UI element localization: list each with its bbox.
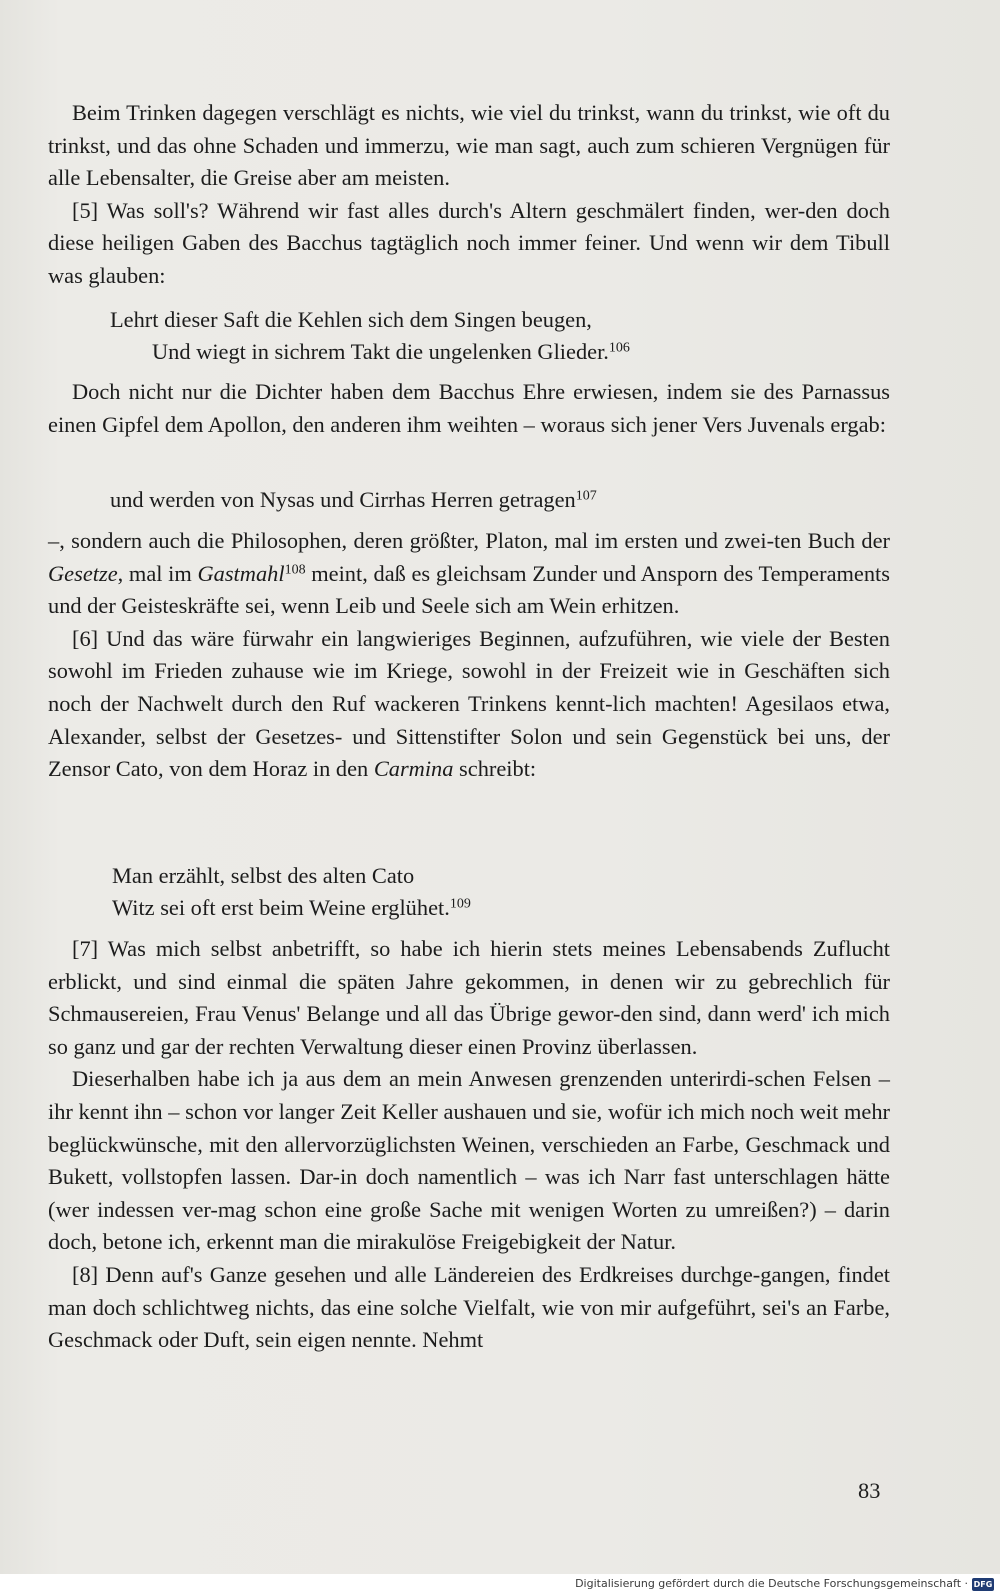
footnote-ref: 109 (449, 896, 471, 912)
paragraph: [5] Was soll's? Während wir fast alles durch's Altern geschmälert finden, wer-den doch diese heiligen Gaben des Bacchus tagtäglich noch immer feiner. Und wenn wir dem Tibull was glauben: (48, 197, 890, 288)
footnote-ref: 108 (284, 561, 306, 577)
paragraph: [6] Und das wäre fürwahr ein langwieriges Beginnen, aufzuführen, wie viele der Besten sowohl im Frieden zuhause wie im Kriege, sowohl in der Freizeit wie in Geschäften sich noch der Nachwelt durch den Ruf wackeren Trinkens kennt-lich machten! Agesilaos etwa, Alexander, selbst der Gesetzes- und Sittenstifter Solon und sein Gegenstück bei uns, der Zensor Cato, von dem Horaz in den Carmina schreibt: (48, 625, 890, 782)
text-block-2 (48, 376, 890, 441)
text-block-3 (48, 525, 890, 786)
footer-credit: Digitalisierung gefördert durch die Deutsche Forschungsgemeinschaft · (575, 1577, 968, 1590)
footnote-ref: 106 (608, 340, 630, 356)
verse-line: Witz sei oft erst beim Weine erglühet.$^{109}$ (112, 895, 471, 920)
paragraph: Dieserhalben habe ich ja aus dem an mein Anwesen grenzenden unterirdi-schen Felsen – ihr kennt ihn – schon vor langer Zeit Keller aushauen und sie, wofür ich mich noch weit mehr beglückwünsche, mit den allervorzüglichsten Weinen, verschieden an Farbe, Geschmack und Bukett, vollstopfen lassen. Dar-in doch namentlich – was ich Narr fast unterschlagen hätte (wer indessen ver-mag schon eine große Sache mit wenigen Worten zu umreißen?) – darin doch, betone ich, erkennt man die mirakulöse Freigebigkeit der Natur. (48, 1066, 890, 1255)
verse-line: Man erzählt, selbst des alten Cato (112, 863, 415, 888)
verse-line: Lehrt dieser Saft die Kehlen sich dem Singen beugen, (110, 307, 592, 332)
footnote-ref: 107 (575, 488, 597, 504)
page-number: 83 (858, 1478, 881, 1503)
paragraph: Doch nicht nur die Dichter haben dem Bacchus Ehre erwiesen, indem sie des Parnassus einen Gipfel dem Apollon, den anderen ihm weihten – woraus sich jener Vers Juvenals ergab: (48, 379, 890, 437)
text-block-4 (48, 933, 890, 1357)
paragraph: [7] Was mich selbst anbetrifft, so habe ich hierin stets meines Lebensabends Zuflucht erblickt, und sind einmal die späten Jahre gekommen, in denen wir zu gebrechlich für Schmausereien, Frau Venus' Belange und all das Übrige gewor-den sind, dann werd' ich mich so ganz und gar der rechten Verwaltung dieser einen Provinz überlassen. (48, 936, 890, 1059)
text-block-1 (48, 97, 890, 293)
paragraph: [8] Denn auf's Ganze gesehen und alle Ländereien des Erdkreises durchge-gangen, findet man doch schlichtweg nichts, das eine solche Vielfalt, wie von mir aufgeführt, sei's an Farbe, Geschmack oder Duft, sein eigen nennte. Nehmt (48, 1261, 890, 1353)
paragraph: Beim Trinken dagegen verschlägt es nichts, wie viel du trinkst, wann du trinkst, wie oft du trinkst, und das ohne Schaden und immerzu, wie man sagt, auch zum schieren Vergnügen für alle Lebensalter, die Greise aber am meisten. (48, 100, 890, 191)
digitization-footer (0, 1574, 1000, 1596)
paragraph: –, sondern auch die Philosophen, deren größter, Platon, mal im ersten und zwei-ten Buch der Gesetze, mal im Gastmahl$^{108}$ meint, daß es gleichsam Zunder und Ansporn des Temperaments und der Geisteskräfte sei, wenn Leib und Seele sich am Wein erhitzen. (48, 528, 890, 619)
dfg-logo: DFG (973, 1580, 993, 1589)
verse-line: und werden von Nysas und Cirrhas Herren getragen$^{107}$ (110, 487, 597, 512)
book-title: Gesetze (48, 560, 118, 586)
verse-line: Und wiegt in sichrem Takt die ungelenken Glieder.$^{106}$ (152, 339, 630, 364)
book-title: Gastmahl (197, 560, 285, 586)
book-title: Carmina (373, 756, 454, 782)
